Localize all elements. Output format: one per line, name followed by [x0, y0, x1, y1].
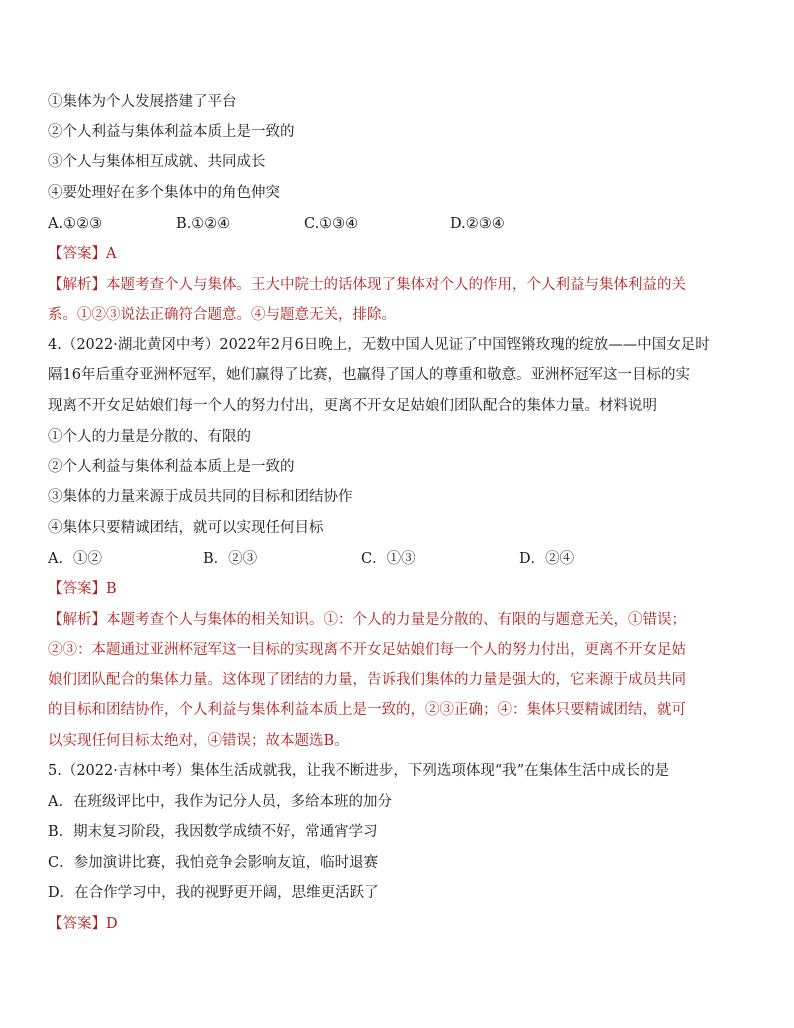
- q3-option-d: D.②③④: [450, 216, 505, 232]
- q5-option-b: B．期末复习阶段，我因数学成绩不好，常通宵学习: [48, 824, 378, 840]
- q5-answer: 【答案】D: [48, 916, 118, 932]
- q4-stem-line-1: 4.（2022·湖北黄冈中考）2022年2月6日晚上，无数中国人见证了中国铿锵玫瑰的绽放——中国女足时: [48, 337, 710, 353]
- q3-statement-4: ④要处理好在多个集体中的角色伸突: [48, 185, 280, 201]
- q3-statement-1: ①集体为个人发展搭建了平台: [48, 94, 237, 110]
- q4-analysis-line-3: 娘们团队配合的集体力量。这体现了团结的力量，告诉我们集体的力量是强大的，它来源于成员共同: [48, 672, 686, 688]
- q5-option-a: A．在班级评比中，我作为记分人员，多给本班的加分: [48, 794, 392, 810]
- q4-statement-2: ②个人利益与集体利益本质上是一致的: [48, 459, 295, 475]
- q4-analysis-line-1: 【解析】本题考查个人与集体的相关知识。①：个人的力量是分散的、有限的与题意无关，①错误；: [48, 612, 686, 628]
- q3-analysis-line-1: 【解析】本题考查个人与集体。王大中院士的话体现了集体对个人的作用，个人利益与集体利益的关: [48, 277, 686, 293]
- q4-option-d: D．②④: [519, 551, 575, 567]
- q3-statement-3: ③个人与集体相互成就、共同成长: [48, 154, 266, 170]
- q4-stem-line-2: 隔16年后重夺亚洲杯冠军，她们赢得了比赛，也赢得了国人的尊重和敬意。亚洲杯冠军这一目标的实: [48, 367, 690, 383]
- q4-statement-1: ①个人的力量是分散的、有限的: [48, 429, 251, 445]
- q5-option-d: D．在合作学习中，我的视野更开阔，思维更活跃了: [48, 885, 379, 901]
- q3-option-a: A.①②③: [48, 216, 103, 232]
- q4-analysis-line-2: ②③：本题通过亚洲杯冠军这一目标的实现离不开女足姑娘们每一个人的努力付出，更离不开女足姑: [48, 642, 686, 658]
- q4-analysis-line-4: 的目标和团结协作，个人利益与集体利益本质上是一致的，②③正确；④：集体只要精诚团结，就可: [48, 702, 686, 718]
- q3-analysis-line-2: 系。①②③说法正确符合题意。④与题意无关，排除。: [48, 307, 396, 323]
- q3-answer: 【答案】A: [48, 246, 117, 262]
- q4-statement-4: ④集体只要精诚团结，就可以实现任何目标: [48, 520, 324, 536]
- q5-stem: 5.（2022·吉林中考）集体生活成就我，让我不断进步，下列选项体现“我”在集体生活中成长的是: [48, 763, 670, 779]
- q4-stem-line-3: 现离不开女足姑娘们每一个人的努力付出，更离不开女足姑娘们团队配合的集体力量。材料说明: [48, 398, 657, 414]
- q3-option-c: C.①③④: [304, 216, 359, 232]
- q4-answer: 【答案】B: [48, 581, 117, 597]
- q5-option-c: C．参加演讲比赛，我怕竞争会影响友谊，临时退赛: [48, 855, 379, 871]
- q3-statement-2: ②个人利益与集体利益本质上是一致的: [48, 124, 295, 140]
- q4-option-c: C．①③: [361, 551, 416, 567]
- q3-option-b: B.①②④: [176, 216, 231, 232]
- q4-option-b: B．②③: [203, 551, 258, 567]
- q4-options: [48, 549, 748, 569]
- q4-statement-3: ③集体的力量来源于成员共同的目标和团结协作: [48, 489, 353, 505]
- q3-options: [48, 214, 748, 234]
- q4-option-a: A．①②: [48, 551, 102, 567]
- q4-analysis-line-5: 以实现任何目标太绝对，④错误；故本题选B。: [48, 733, 349, 749]
